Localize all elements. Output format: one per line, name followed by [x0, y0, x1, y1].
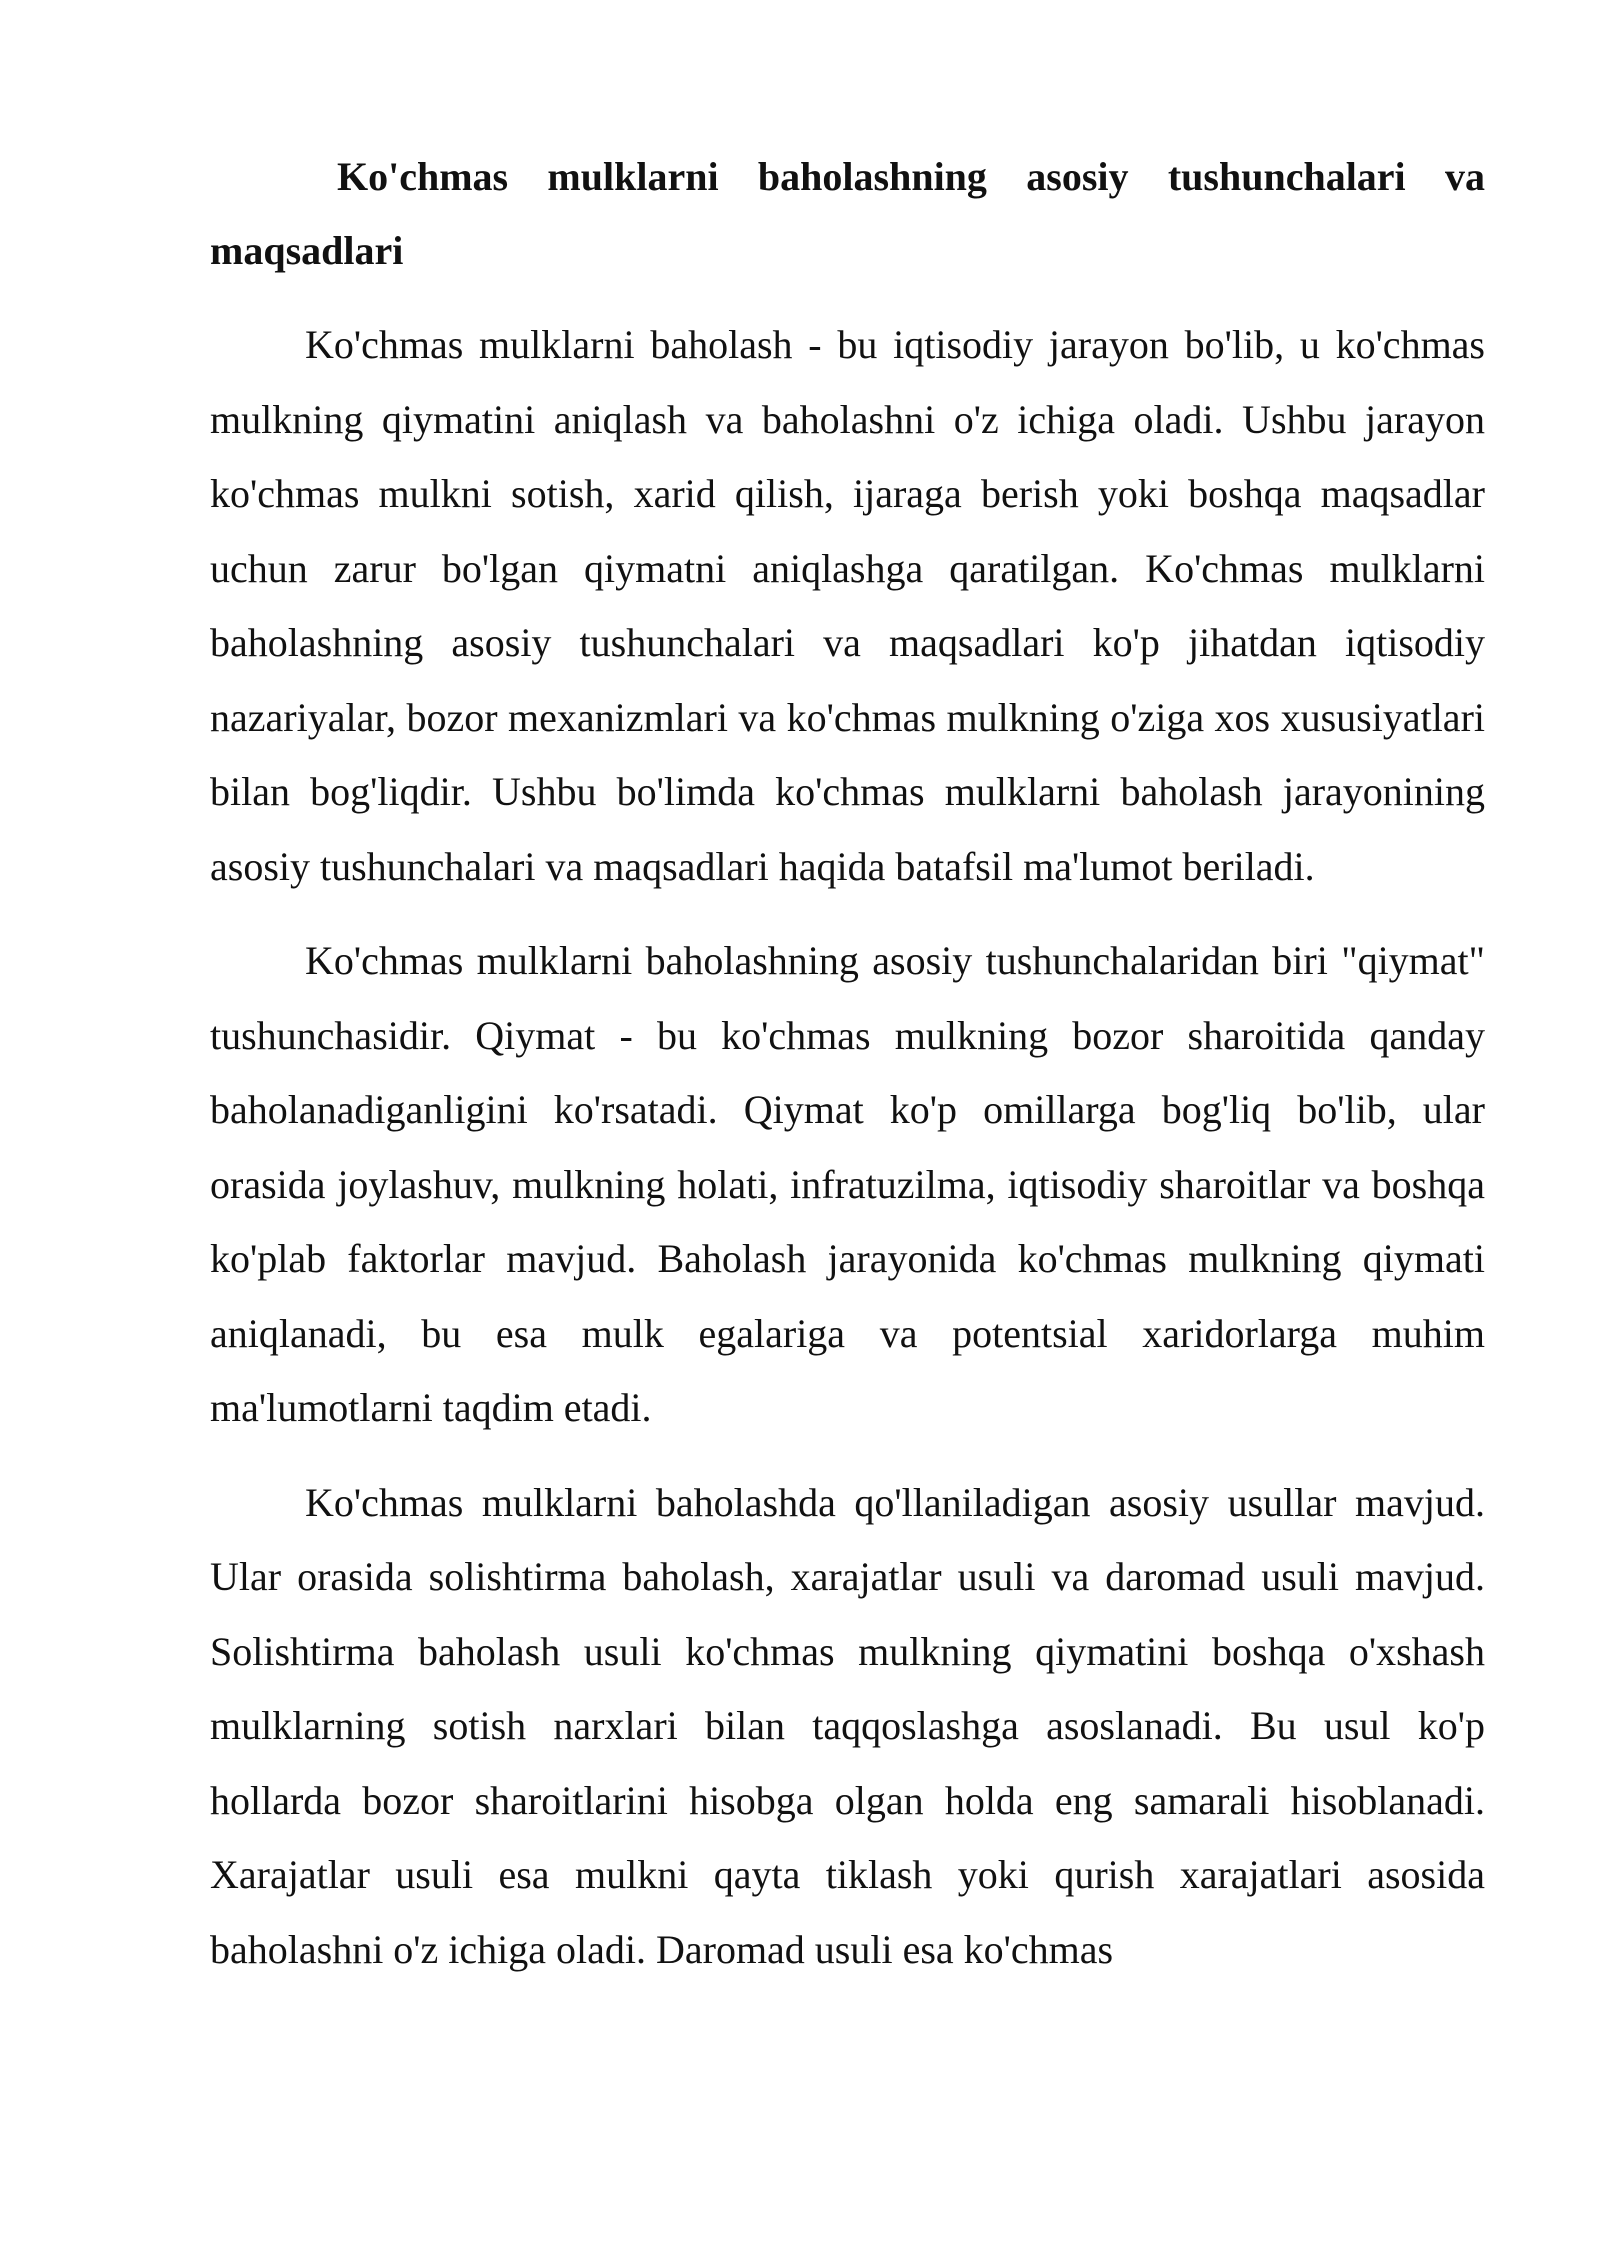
document-body: [210, 140, 1485, 2007]
document-title: Ko'chmas mulklarni baholashning asosiy tushunchalari va maqsadlari: [210, 154, 1485, 273]
paragraph-2: Ko'chmas mulklarni baholashning asosiy tushunchalaridan biri "qiymat" tushunchasidir. Qiymat - bu ko'chmas mulkning bozor sharoitida qanday baholanadiganligini ko'rsatadi. Qiymat ko'p omillarga bog'liq bo'lib, ular orasida joylashuv, mulkning holati, infratuzilma, iqtisodiy sharoitlar va boshqa ko'plab faktorlar mavjud. Baholash jarayonida ko'chmas mulkning qiymati aniqlanadi, bu esa mulk egalariga va potentsial xaridorlarga muhim ma'lumotlarni taqdim etadi.: [210, 938, 1485, 1430]
paragraph-1: Ko'chmas mulklarni baholash - bu iqtisodiy jarayon bo'lib, u ko'chmas mulkning qiymatini aniqlash va baholashni o'z ichiga oladi. Ushbu jarayon ko'chmas mulkni sotish, xarid qilish, ijaraga berish yoki boshqa maqsadlar uchun zarur bo'lgan qiymatni aniqlashga qaratilgan. Ko'chmas mulklarni baholashning asosiy tushunchalari va maqsadlari ko'p jihatdan iqtisodiy nazariyalar, bozor mexanizmlari va ko'chmas mulkning o'ziga xos xususiyatlari bilan bog'liqdir. Ushbu bo'limda ko'chmas mulklarni baholash jarayonining asosiy tushunchalari va maqsadlari haqida batafsil ma'lumot beriladi.: [210, 322, 1485, 889]
paragraph-3: Ko'chmas mulklarni baholashda qo'llaniladigan asosiy usullar mavjud. Ular orasida solishtirma baholash, xarajatlar usuli va daromad usuli mavjud. Solishtirma baholash usuli ko'chmas mulkning qiymatini boshqa o'xshash mulklarning sotish narxlari bilan taqqoslashga asoslanadi. Bu usul ko'p hollarda bozor sharoitlarini hisobga olgan holda eng samarali hisoblanadi. Xarajatlar usuli esa mulkni qayta tiklash yoki qurish xarajatlari asosida baholashni o'z ichiga oladi. Daromad usuli esa ko'chmas: [210, 1479, 1485, 1972]
